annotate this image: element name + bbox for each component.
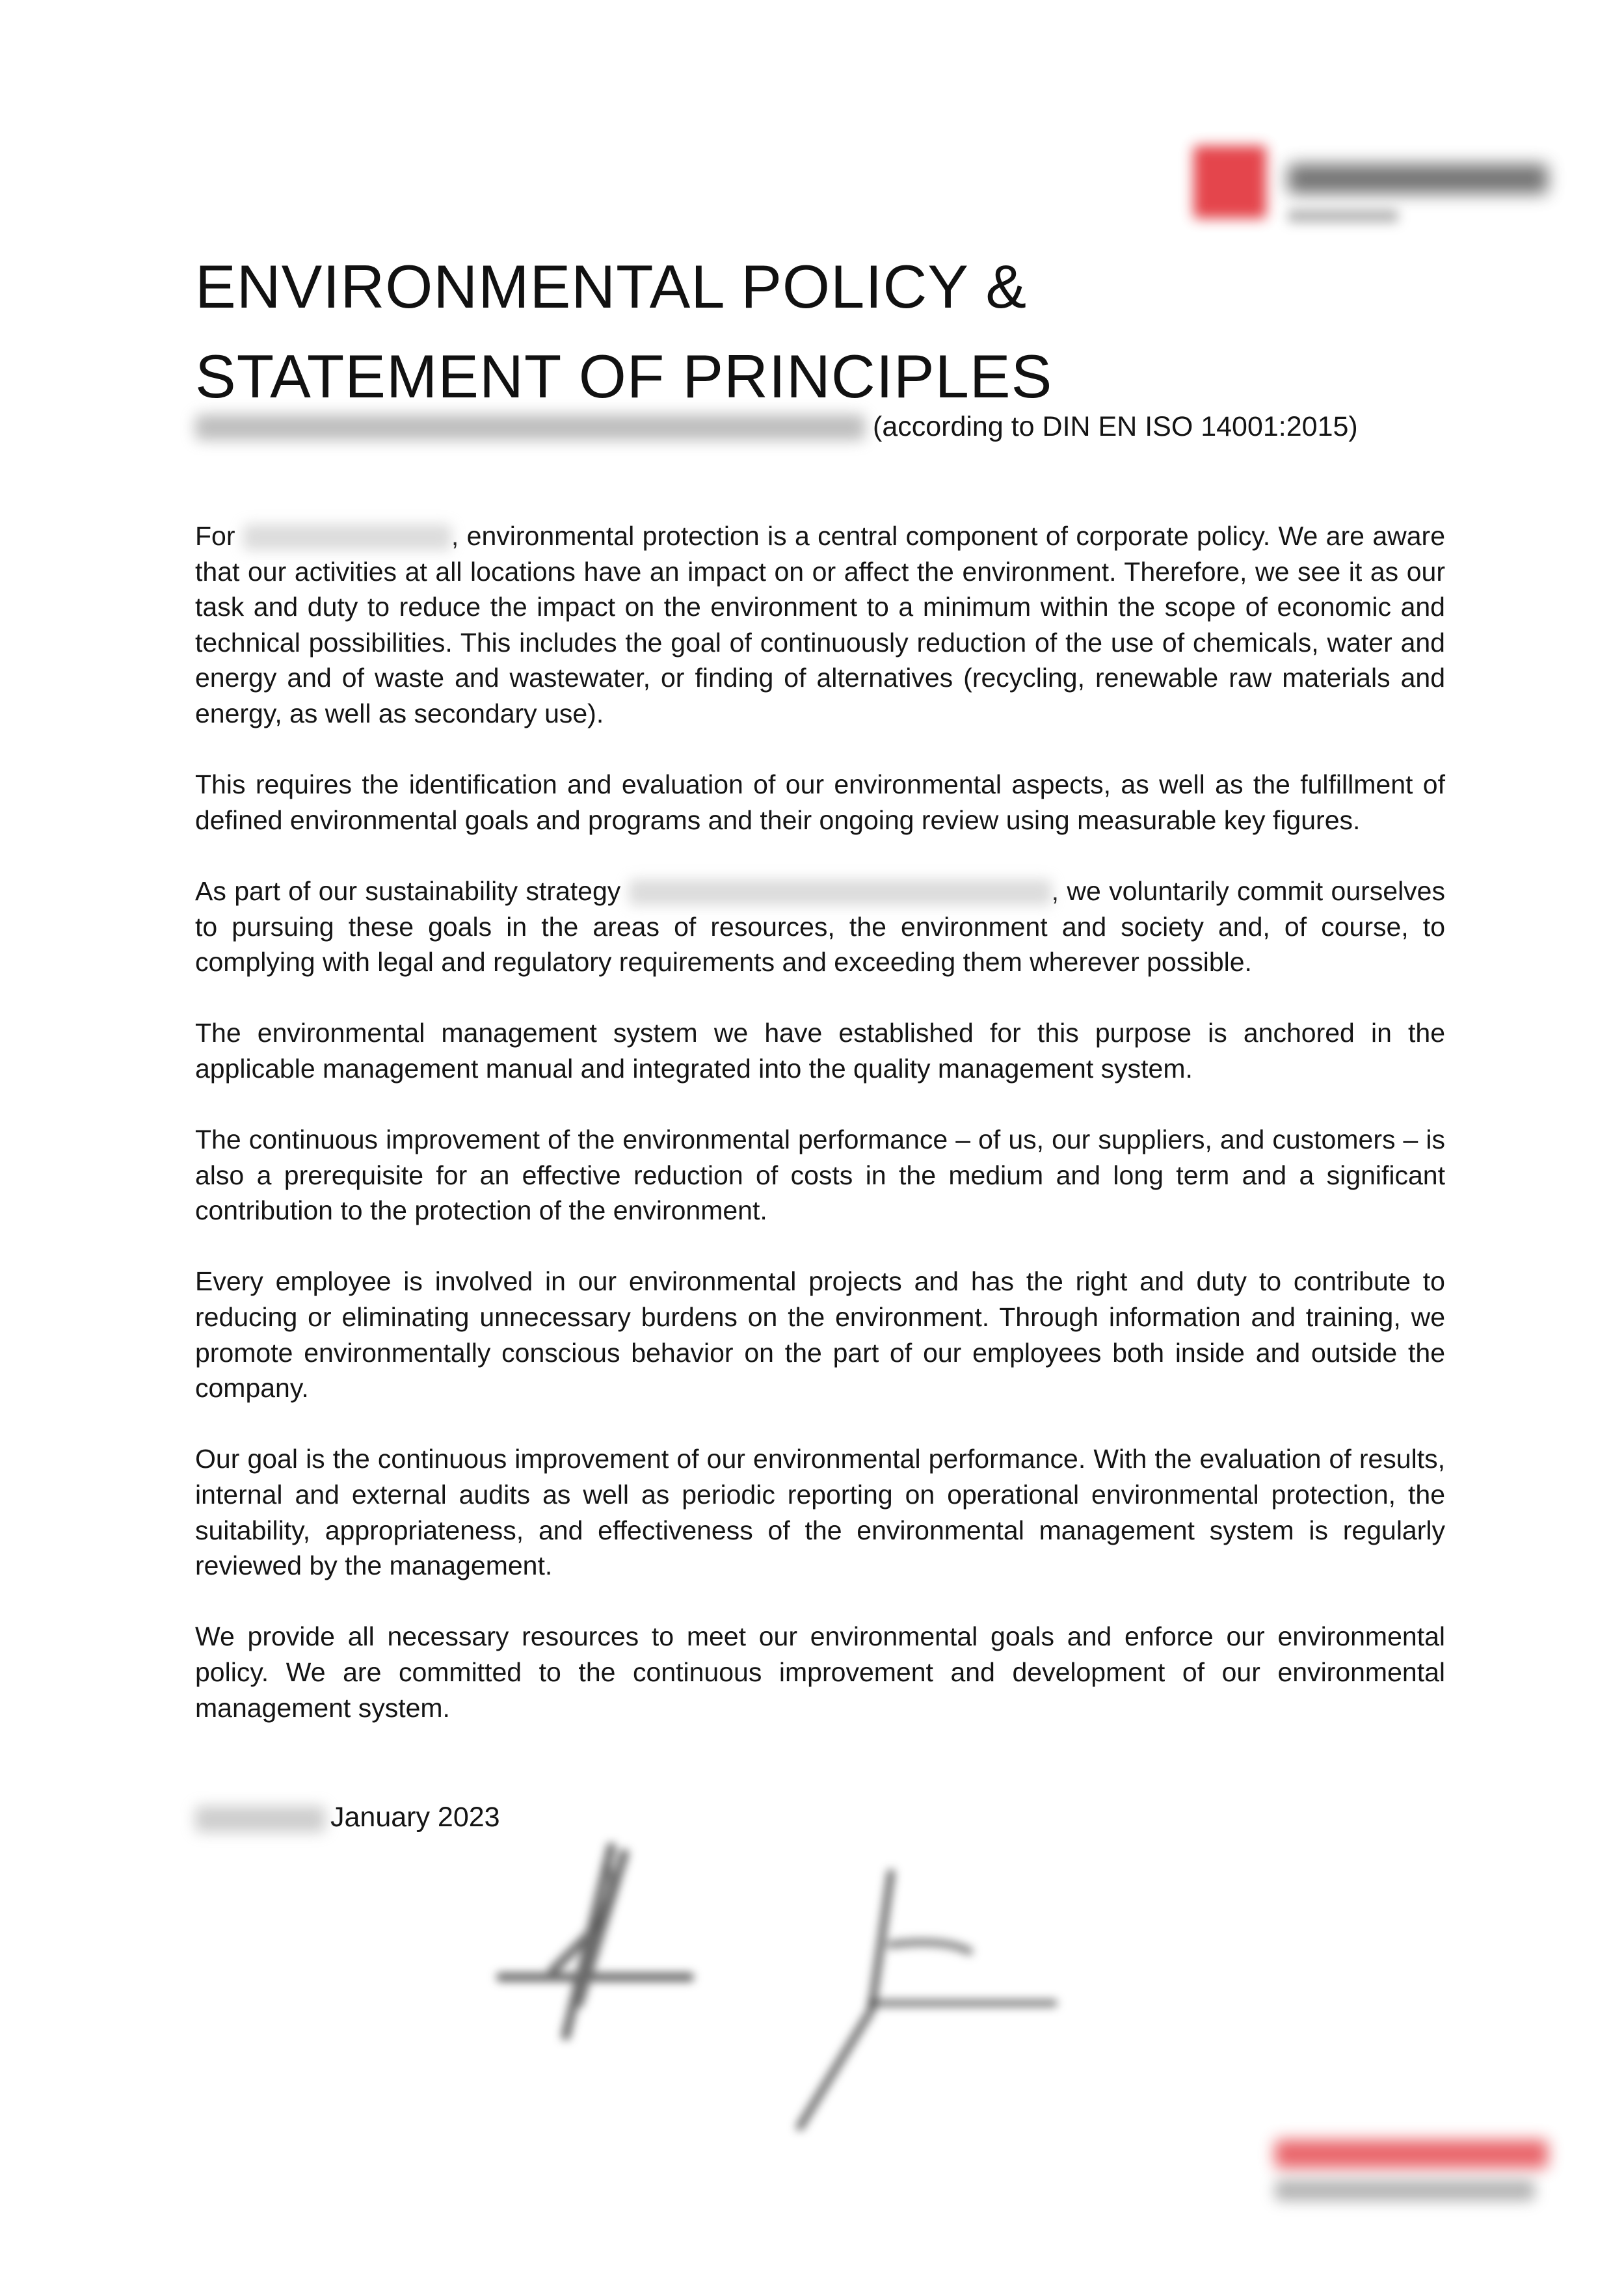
title-line-1: ENVIRONMENTAL POLICY & (195, 252, 1028, 321)
paragraph-3-rest: , we voluntarily commit ourselves to pursuing these goals in the areas of resources, the environment and society and, of course, to complying with legal and regulatory requirements and exceeding them wherever possible. (195, 875, 1445, 978)
footer-text-blur (1275, 2180, 1535, 2201)
title-line-2: STATEMENT OF PRINCIPLES (195, 342, 1053, 410)
company-logo (1193, 138, 1558, 235)
standard-reference: (according to DIN EN ISO 14001:2015) (873, 411, 1358, 442)
date-line (195, 1802, 500, 1841)
paragraph-1 (195, 518, 1445, 732)
redacted-company-name (195, 414, 865, 440)
redacted-city (195, 1806, 325, 1832)
paragraph-3-start: As part of our sustainability strategy (195, 875, 629, 906)
paragraph-1-start: For (195, 521, 243, 551)
paragraph-3 (195, 873, 1445, 980)
signature-2 (774, 1867, 1073, 2140)
paragraph-7: Our goal is the continuous improvement of our environmental performance. With the evaluation of results, internal and external audits as well as periodic reporting on operational environmental protection, the suitability, appropriateness, and effectiveness of the environmental management system is regularly reviewed by the management. (195, 1444, 1445, 1581)
logo-tagline (1288, 209, 1398, 222)
footer-red-bar (1275, 2140, 1548, 2168)
paragraph-5: The continuous improvement of the environmental performance – of us, our suppliers, and customers – is also a prerequisite for an effective reduction of costs in the medium and long term and a significant contribution to the protection of the environment. (195, 1125, 1445, 1226)
paragraph-8: We provide all necessary resources to meet our environmental goals and enforce our environmental policy. We are committed to the continuous improvement and development of our environmental management system. (195, 1621, 1445, 1723)
redacted-company (243, 524, 451, 550)
signature-1 (475, 1841, 722, 2088)
paragraph-1-rest: , environmental protection is a central component of corporate policy. We are aware that our activities at all locations have an impact on or affect the environment. Therefore, we see it as our task and duty to reduce the impact on the environment to a minimum within the scope of economic and technical possibilities. This includes the goal of continuously reduction of the use of chemicals, water and energy and of waste and wastewater, or finding of alternatives (recycling, renewable raw materials and energy, as well as secondary use). (195, 521, 1445, 728)
footer-stamp (1275, 2140, 1548, 2218)
paragraph-2: This requires the identification and evaluation of our environmental aspects, as well as the fulfillment of defined environmental goals and programs and their ongoing review using measurable key figures. (195, 769, 1445, 835)
logo-mark-icon (1193, 146, 1266, 219)
document-date: January 2023 (330, 1802, 500, 1833)
subtitle-line (195, 411, 1431, 450)
redacted-strategy-name (629, 879, 1052, 905)
policy-body (195, 518, 1445, 1761)
document-title (195, 242, 1052, 421)
paragraph-4: The environmental management system we have established for this purpose is anchored in the applicable management manual and integrated into the quality management system. (195, 1018, 1445, 1084)
logo-wordmark (1288, 164, 1548, 194)
paragraph-6: Every employee is involved in our environmental projects and has the right and duty to contribute to reducing or eliminating unnecessary burdens on the environment. Through information and training, we promote environmentally conscious behavior on the part of our employees both inside and outside the company. (195, 1266, 1445, 1404)
